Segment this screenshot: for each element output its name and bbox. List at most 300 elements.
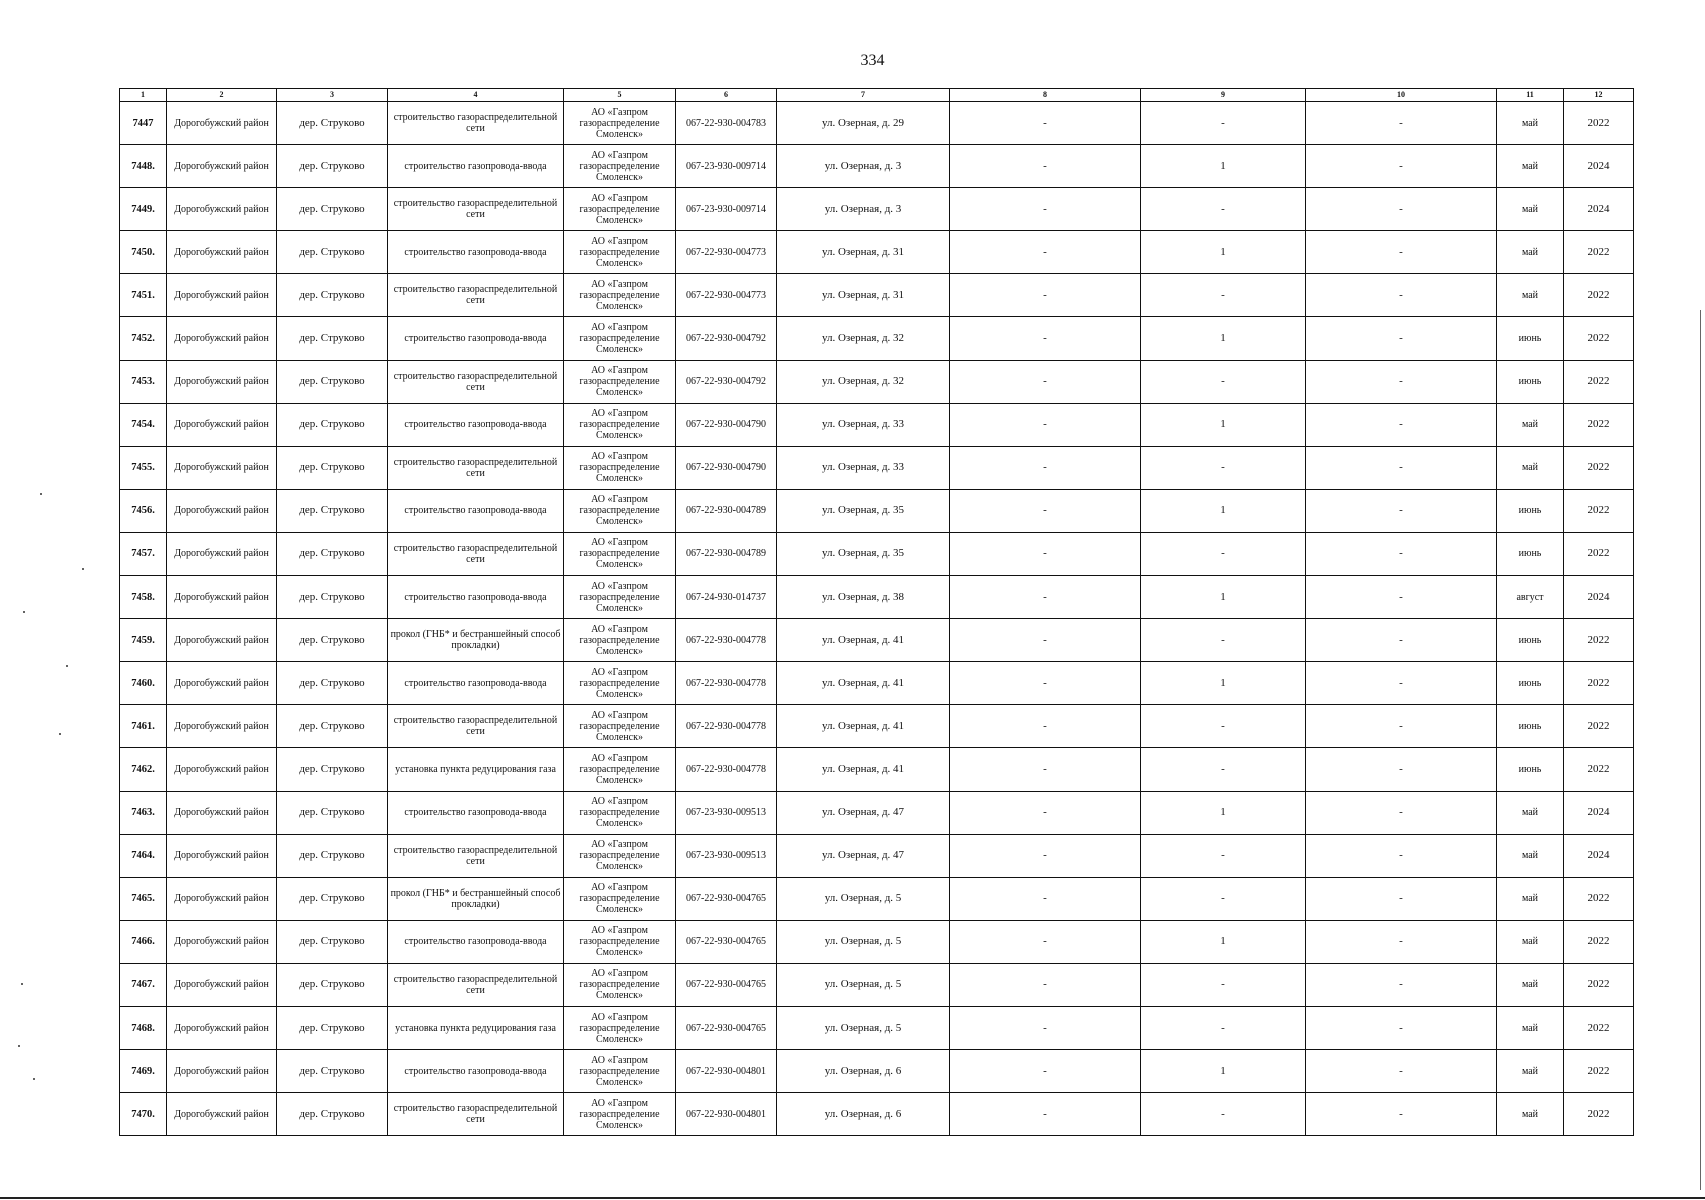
organization-cell: АО «Газпром газораспределение Смоленск» bbox=[564, 705, 676, 748]
month-cell: май bbox=[1497, 834, 1564, 877]
village-cell: дер. Струково bbox=[277, 532, 388, 575]
village-cell: дер. Струково bbox=[277, 446, 388, 489]
village-cell: дер. Струково bbox=[277, 963, 388, 1006]
village-cell: дер. Струково bbox=[277, 317, 388, 360]
work-type-cell: строительство газораспределительной сети bbox=[388, 274, 564, 317]
column-9-cell: - bbox=[1141, 748, 1306, 791]
work-type-cell: строительство газопровода-ввода bbox=[388, 791, 564, 834]
district-cell: Дорогобужский район bbox=[167, 705, 277, 748]
column-8-cell: - bbox=[950, 403, 1141, 446]
work-type-cell: строительство газопровода-ввода bbox=[388, 662, 564, 705]
address-cell: ул. Озерная, д. 41 bbox=[777, 662, 950, 705]
year-cell: 2022 bbox=[1564, 920, 1634, 963]
organization-cell: АО «Газпром газораспределение Смоленск» bbox=[564, 188, 676, 231]
column-10-cell: - bbox=[1306, 489, 1497, 532]
month-cell: май bbox=[1497, 877, 1564, 920]
column-10-cell: - bbox=[1306, 145, 1497, 188]
table-row bbox=[120, 446, 1634, 489]
column-10-cell: - bbox=[1306, 748, 1497, 791]
month-cell: май bbox=[1497, 1050, 1564, 1093]
column-10-cell: - bbox=[1306, 1093, 1497, 1136]
cadastral-number-cell: 067-22-930-004773 bbox=[676, 274, 777, 317]
row-number: 7457. bbox=[120, 532, 167, 575]
cadastral-number-cell: 067-22-930-004765 bbox=[676, 920, 777, 963]
scan-speck bbox=[18, 1045, 20, 1047]
table-row bbox=[120, 705, 1634, 748]
district-cell: Дорогобужский район bbox=[167, 1050, 277, 1093]
column-9-cell: - bbox=[1141, 963, 1306, 1006]
column-9-cell: - bbox=[1141, 446, 1306, 489]
district-cell: Дорогобужский район bbox=[167, 1093, 277, 1136]
address-cell: ул. Озерная, д. 32 bbox=[777, 317, 950, 360]
district-cell: Дорогобужский район bbox=[167, 274, 277, 317]
year-cell: 2022 bbox=[1564, 274, 1634, 317]
page-number: 334 bbox=[860, 52, 885, 69]
table-row bbox=[120, 877, 1634, 920]
address-cell: ул. Озерная, д. 6 bbox=[777, 1093, 950, 1136]
month-cell: май bbox=[1497, 145, 1564, 188]
organization-cell: АО «Газпром газораспределение Смоленск» bbox=[564, 920, 676, 963]
column-9-cell: - bbox=[1141, 1093, 1306, 1136]
address-cell: ул. Озерная, д. 33 bbox=[777, 403, 950, 446]
organization-cell: АО «Газпром газораспределение Смоленск» bbox=[564, 446, 676, 489]
organization-cell: АО «Газпром газораспределение Смоленск» bbox=[564, 274, 676, 317]
organization-cell: АО «Газпром газораспределение Смоленск» bbox=[564, 963, 676, 1006]
table-row bbox=[120, 489, 1634, 532]
village-cell: дер. Струково bbox=[277, 274, 388, 317]
village-cell: дер. Струково bbox=[277, 662, 388, 705]
cadastral-number-cell: 067-22-930-004789 bbox=[676, 532, 777, 575]
address-cell: ул. Озерная, д. 38 bbox=[777, 576, 950, 619]
month-cell: май bbox=[1497, 188, 1564, 231]
column-10-cell: - bbox=[1306, 662, 1497, 705]
address-cell: ул. Озерная, д. 5 bbox=[777, 1006, 950, 1049]
table-row bbox=[120, 532, 1634, 575]
row-number: 7467. bbox=[120, 963, 167, 1006]
organization-cell: АО «Газпром газораспределение Смоленск» bbox=[564, 1006, 676, 1049]
month-cell: май bbox=[1497, 920, 1564, 963]
address-cell: ул. Озерная, д. 31 bbox=[777, 274, 950, 317]
column-9-cell: - bbox=[1141, 705, 1306, 748]
cadastral-number-cell: 067-22-930-004778 bbox=[676, 619, 777, 662]
organization-cell: АО «Газпром газораспределение Смоленск» bbox=[564, 360, 676, 403]
column-8-cell: - bbox=[950, 705, 1141, 748]
column-9-cell: - bbox=[1141, 532, 1306, 575]
month-cell: июнь bbox=[1497, 489, 1564, 532]
address-cell: ул. Озерная, д. 29 bbox=[777, 102, 950, 145]
month-cell: май bbox=[1497, 791, 1564, 834]
column-9-cell: 1 bbox=[1141, 920, 1306, 963]
column-header-3: 3 bbox=[277, 89, 388, 102]
year-cell: 2024 bbox=[1564, 576, 1634, 619]
row-number: 7466. bbox=[120, 920, 167, 963]
scan-speck bbox=[59, 733, 61, 735]
column-10-cell: - bbox=[1306, 188, 1497, 231]
address-cell: ул. Озерная, д. 35 bbox=[777, 489, 950, 532]
column-8-cell: - bbox=[950, 102, 1141, 145]
organization-cell: АО «Газпром газораспределение Смоленск» bbox=[564, 834, 676, 877]
row-number: 7468. bbox=[120, 1006, 167, 1049]
month-cell: июнь bbox=[1497, 619, 1564, 662]
scan-bottom-rule bbox=[0, 1197, 1705, 1199]
column-10-cell: - bbox=[1306, 576, 1497, 619]
cadastral-number-cell: 067-22-930-004792 bbox=[676, 317, 777, 360]
year-cell: 2022 bbox=[1564, 963, 1634, 1006]
address-cell: ул. Озерная, д. 3 bbox=[777, 145, 950, 188]
address-cell: ул. Озерная, д. 35 bbox=[777, 532, 950, 575]
organization-cell: АО «Газпром газораспределение Смоленск» bbox=[564, 532, 676, 575]
column-10-cell: - bbox=[1306, 274, 1497, 317]
column-10-cell: - bbox=[1306, 834, 1497, 877]
column-9-cell: 1 bbox=[1141, 1050, 1306, 1093]
village-cell: дер. Струково bbox=[277, 188, 388, 231]
table-row bbox=[120, 317, 1634, 360]
month-cell: август bbox=[1497, 576, 1564, 619]
column-header-6: 6 bbox=[676, 89, 777, 102]
scan-page-edge bbox=[1700, 310, 1701, 1190]
district-cell: Дорогобужский район bbox=[167, 963, 277, 1006]
column-9-cell: 1 bbox=[1141, 576, 1306, 619]
district-cell: Дорогобужский район bbox=[167, 662, 277, 705]
cadastral-number-cell: 067-22-930-004790 bbox=[676, 403, 777, 446]
address-cell: ул. Озерная, д. 5 bbox=[777, 920, 950, 963]
scan-speck bbox=[82, 568, 84, 570]
year-cell: 2024 bbox=[1564, 188, 1634, 231]
column-header-5: 5 bbox=[564, 89, 676, 102]
work-type-cell: строительство газораспределительной сети bbox=[388, 1093, 564, 1136]
cadastral-number-cell: 067-22-930-004765 bbox=[676, 877, 777, 920]
row-number: 7470. bbox=[120, 1093, 167, 1136]
row-number: 7450. bbox=[120, 231, 167, 274]
month-cell: май bbox=[1497, 231, 1564, 274]
work-type-cell: строительство газораспределительной сети bbox=[388, 705, 564, 748]
village-cell: дер. Струково bbox=[277, 748, 388, 791]
table-row bbox=[120, 188, 1634, 231]
district-cell: Дорогобужский район bbox=[167, 446, 277, 489]
year-cell: 2022 bbox=[1564, 489, 1634, 532]
month-cell: май bbox=[1497, 274, 1564, 317]
column-8-cell: - bbox=[950, 963, 1141, 1006]
organization-cell: АО «Газпром газораспределение Смоленск» bbox=[564, 619, 676, 662]
cadastral-number-cell: 067-22-930-004773 bbox=[676, 231, 777, 274]
cadastral-number-cell: 067-22-930-004789 bbox=[676, 489, 777, 532]
work-type-cell: строительство газораспределительной сети bbox=[388, 963, 564, 1006]
work-type-cell: строительство газопровода-ввода bbox=[388, 317, 564, 360]
village-cell: дер. Струково bbox=[277, 877, 388, 920]
column-10-cell: - bbox=[1306, 705, 1497, 748]
column-8-cell: - bbox=[950, 446, 1141, 489]
header-row bbox=[120, 89, 1634, 102]
column-10-cell: - bbox=[1306, 532, 1497, 575]
column-8-cell: - bbox=[950, 748, 1141, 791]
village-cell: дер. Струково bbox=[277, 489, 388, 532]
work-type-cell: установка пункта редуцирования газа bbox=[388, 748, 564, 791]
column-9-cell: 1 bbox=[1141, 403, 1306, 446]
work-type-cell: прокол (ГНБ* и бестраншейный способ прокладки) bbox=[388, 619, 564, 662]
month-cell: май bbox=[1497, 1006, 1564, 1049]
table-row bbox=[120, 791, 1634, 834]
column-8-cell: - bbox=[950, 489, 1141, 532]
column-header-11: 11 bbox=[1497, 89, 1564, 102]
month-cell: май bbox=[1497, 403, 1564, 446]
column-8-cell: - bbox=[950, 1006, 1141, 1049]
cadastral-number-cell: 067-24-930-014737 bbox=[676, 576, 777, 619]
table-row bbox=[120, 576, 1634, 619]
column-9-cell: 1 bbox=[1141, 662, 1306, 705]
address-cell: ул. Озерная, д. 47 bbox=[777, 834, 950, 877]
month-cell: июнь bbox=[1497, 317, 1564, 360]
month-cell: май bbox=[1497, 446, 1564, 489]
table-row bbox=[120, 748, 1634, 791]
table-row bbox=[120, 1050, 1634, 1093]
column-9-cell: - bbox=[1141, 619, 1306, 662]
cadastral-number-cell: 067-22-930-004778 bbox=[676, 662, 777, 705]
address-cell: ул. Озерная, д. 31 bbox=[777, 231, 950, 274]
organization-cell: АО «Газпром газораспределение Смоленск» bbox=[564, 662, 676, 705]
work-type-cell: строительство газораспределительной сети bbox=[388, 834, 564, 877]
organization-cell: АО «Газпром газораспределение Смоленск» bbox=[564, 791, 676, 834]
column-8-cell: - bbox=[950, 662, 1141, 705]
year-cell: 2022 bbox=[1564, 231, 1634, 274]
district-cell: Дорогобужский район bbox=[167, 619, 277, 662]
work-type-cell: строительство газопровода-ввода bbox=[388, 489, 564, 532]
organization-cell: АО «Газпром газораспределение Смоленск» bbox=[564, 1093, 676, 1136]
work-type-cell: строительство газораспределительной сети bbox=[388, 446, 564, 489]
column-9-cell: 1 bbox=[1141, 231, 1306, 274]
column-8-cell: - bbox=[950, 791, 1141, 834]
village-cell: дер. Струково bbox=[277, 1006, 388, 1049]
work-type-cell: строительство газопровода-ввода bbox=[388, 576, 564, 619]
scan-speck bbox=[33, 1078, 35, 1080]
cadastral-number-cell: 067-22-930-004801 bbox=[676, 1093, 777, 1136]
row-number: 7452. bbox=[120, 317, 167, 360]
column-10-cell: - bbox=[1306, 920, 1497, 963]
column-9-cell: 1 bbox=[1141, 791, 1306, 834]
work-type-cell: строительство газораспределительной сети bbox=[388, 532, 564, 575]
month-cell: июнь bbox=[1497, 662, 1564, 705]
district-cell: Дорогобужский район bbox=[167, 576, 277, 619]
organization-cell: АО «Газпром газораспределение Смоленск» bbox=[564, 748, 676, 791]
row-number: 7459. bbox=[120, 619, 167, 662]
year-cell: 2022 bbox=[1564, 532, 1634, 575]
month-cell: май bbox=[1497, 102, 1564, 145]
cadastral-number-cell: 067-22-930-004778 bbox=[676, 705, 777, 748]
month-cell: июнь bbox=[1497, 705, 1564, 748]
district-cell: Дорогобужский район bbox=[167, 748, 277, 791]
column-9-cell: - bbox=[1141, 102, 1306, 145]
village-cell: дер. Струково bbox=[277, 403, 388, 446]
village-cell: дер. Струково bbox=[277, 791, 388, 834]
table-row bbox=[120, 920, 1634, 963]
organization-cell: АО «Газпром газораспределение Смоленск» bbox=[564, 1050, 676, 1093]
column-10-cell: - bbox=[1306, 446, 1497, 489]
column-header-7: 7 bbox=[777, 89, 950, 102]
column-10-cell: - bbox=[1306, 231, 1497, 274]
column-10-cell: - bbox=[1306, 317, 1497, 360]
district-cell: Дорогобужский район bbox=[167, 317, 277, 360]
organization-cell: АО «Газпром газораспределение Смоленск» bbox=[564, 102, 676, 145]
cadastral-number-cell: 067-22-930-004790 bbox=[676, 446, 777, 489]
village-cell: дер. Струково bbox=[277, 705, 388, 748]
year-cell: 2022 bbox=[1564, 1050, 1634, 1093]
row-number: 7461. bbox=[120, 705, 167, 748]
column-header-8: 8 bbox=[950, 89, 1141, 102]
scan-speck bbox=[23, 611, 25, 613]
cadastral-number-cell: 067-23-930-009714 bbox=[676, 145, 777, 188]
column-header-10: 10 bbox=[1306, 89, 1497, 102]
village-cell: дер. Струково bbox=[277, 834, 388, 877]
scan-speck bbox=[66, 665, 68, 667]
column-9-cell: 1 bbox=[1141, 145, 1306, 188]
column-9-cell: - bbox=[1141, 834, 1306, 877]
organization-cell: АО «Газпром газораспределение Смоленск» bbox=[564, 231, 676, 274]
work-type-cell: строительство газораспределительной сети bbox=[388, 102, 564, 145]
year-cell: 2024 bbox=[1564, 791, 1634, 834]
row-number: 7449. bbox=[120, 188, 167, 231]
table-row bbox=[120, 231, 1634, 274]
table-row bbox=[120, 274, 1634, 317]
village-cell: дер. Струково bbox=[277, 920, 388, 963]
address-cell: ул. Озерная, д. 5 bbox=[777, 963, 950, 1006]
district-cell: Дорогобужский район bbox=[167, 791, 277, 834]
column-10-cell: - bbox=[1306, 877, 1497, 920]
table-row bbox=[120, 145, 1634, 188]
year-cell: 2022 bbox=[1564, 403, 1634, 446]
organization-cell: АО «Газпром газораспределение Смоленск» bbox=[564, 145, 676, 188]
cadastral-number-cell: 067-22-930-004783 bbox=[676, 102, 777, 145]
row-number: 7458. bbox=[120, 576, 167, 619]
column-header-1: 1 bbox=[120, 89, 167, 102]
row-number: 7455. bbox=[120, 446, 167, 489]
address-cell: ул. Озерная, д. 33 bbox=[777, 446, 950, 489]
month-cell: июнь bbox=[1497, 360, 1564, 403]
year-cell: 2024 bbox=[1564, 145, 1634, 188]
row-number: 7469. bbox=[120, 1050, 167, 1093]
cadastral-number-cell: 067-23-930-009513 bbox=[676, 791, 777, 834]
year-cell: 2022 bbox=[1564, 748, 1634, 791]
work-type-cell: строительство газопровода-ввода bbox=[388, 145, 564, 188]
table-row bbox=[120, 834, 1634, 877]
row-number: 7462. bbox=[120, 748, 167, 791]
column-8-cell: - bbox=[950, 576, 1141, 619]
address-cell: ул. Озерная, д. 41 bbox=[777, 748, 950, 791]
work-type-cell: строительство газопровода-ввода bbox=[388, 920, 564, 963]
column-10-cell: - bbox=[1306, 791, 1497, 834]
work-type-cell: строительство газопровода-ввода bbox=[388, 1050, 564, 1093]
year-cell: 2022 bbox=[1564, 446, 1634, 489]
cadastral-number-cell: 067-22-930-004765 bbox=[676, 1006, 777, 1049]
table-body bbox=[120, 102, 1634, 1136]
district-cell: Дорогобужский район bbox=[167, 877, 277, 920]
column-9-cell: - bbox=[1141, 1006, 1306, 1049]
month-cell: май bbox=[1497, 1093, 1564, 1136]
district-cell: Дорогобужский район bbox=[167, 360, 277, 403]
work-type-cell: строительство газораспределительной сети bbox=[388, 360, 564, 403]
year-cell: 2022 bbox=[1564, 1093, 1634, 1136]
address-cell: ул. Озерная, д. 6 bbox=[777, 1050, 950, 1093]
row-number: 7448. bbox=[120, 145, 167, 188]
column-10-cell: - bbox=[1306, 360, 1497, 403]
village-cell: дер. Струково bbox=[277, 360, 388, 403]
work-type-cell: строительство газопровода-ввода bbox=[388, 231, 564, 274]
work-type-cell: строительство газораспределительной сети bbox=[388, 188, 564, 231]
work-type-cell: установка пункта редуцирования газа bbox=[388, 1006, 564, 1049]
column-8-cell: - bbox=[950, 834, 1141, 877]
column-header-2: 2 bbox=[167, 89, 277, 102]
column-8-cell: - bbox=[950, 188, 1141, 231]
month-cell: май bbox=[1497, 963, 1564, 1006]
village-cell: дер. Струково bbox=[277, 102, 388, 145]
row-number: 7460. bbox=[120, 662, 167, 705]
scan-speck bbox=[40, 493, 42, 495]
table-row bbox=[120, 102, 1634, 145]
row-number: 7453. bbox=[120, 360, 167, 403]
column-10-cell: - bbox=[1306, 619, 1497, 662]
column-9-cell: - bbox=[1141, 360, 1306, 403]
year-cell: 2022 bbox=[1564, 619, 1634, 662]
column-8-cell: - bbox=[950, 877, 1141, 920]
village-cell: дер. Струково bbox=[277, 145, 388, 188]
year-cell: 2022 bbox=[1564, 877, 1634, 920]
village-cell: дер. Струково bbox=[277, 619, 388, 662]
year-cell: 2022 bbox=[1564, 1006, 1634, 1049]
cadastral-number-cell: 067-22-930-004778 bbox=[676, 748, 777, 791]
column-8-cell: - bbox=[950, 231, 1141, 274]
year-cell: 2022 bbox=[1564, 317, 1634, 360]
column-10-cell: - bbox=[1306, 963, 1497, 1006]
row-number: 7454. bbox=[120, 403, 167, 446]
column-8-cell: - bbox=[950, 145, 1141, 188]
column-8-cell: - bbox=[950, 1093, 1141, 1136]
row-number: 7451. bbox=[120, 274, 167, 317]
table-row bbox=[120, 662, 1634, 705]
column-8-cell: - bbox=[950, 317, 1141, 360]
column-9-cell: 1 bbox=[1141, 489, 1306, 532]
district-cell: Дорогобужский район bbox=[167, 145, 277, 188]
column-9-cell: 1 bbox=[1141, 317, 1306, 360]
column-8-cell: - bbox=[950, 532, 1141, 575]
address-cell: ул. Озерная, д. 47 bbox=[777, 791, 950, 834]
organization-cell: АО «Газпром газораспределение Смоленск» bbox=[564, 317, 676, 360]
district-cell: Дорогобужский район bbox=[167, 102, 277, 145]
work-type-cell: строительство газопровода-ввода bbox=[388, 403, 564, 446]
organization-cell: АО «Газпром газораспределение Смоленск» bbox=[564, 877, 676, 920]
cadastral-number-cell: 067-22-930-004792 bbox=[676, 360, 777, 403]
year-cell: 2022 bbox=[1564, 705, 1634, 748]
work-type-cell: прокол (ГНБ* и бестраншейный способ прокладки) bbox=[388, 877, 564, 920]
village-cell: дер. Струково bbox=[277, 1093, 388, 1136]
column-10-cell: - bbox=[1306, 102, 1497, 145]
month-cell: июнь bbox=[1497, 532, 1564, 575]
year-cell: 2022 bbox=[1564, 662, 1634, 705]
table-row bbox=[120, 619, 1634, 662]
year-cell: 2024 bbox=[1564, 834, 1634, 877]
address-cell: ул. Озерная, д. 5 bbox=[777, 877, 950, 920]
district-cell: Дорогобужский район bbox=[167, 532, 277, 575]
organization-cell: АО «Газпром газораспределение Смоленск» bbox=[564, 576, 676, 619]
column-8-cell: - bbox=[950, 920, 1141, 963]
column-10-cell: - bbox=[1306, 1050, 1497, 1093]
cadastral-number-cell: 067-23-930-009513 bbox=[676, 834, 777, 877]
organization-cell: АО «Газпром газораспределение Смоленск» bbox=[564, 403, 676, 446]
district-cell: Дорогобужский район bbox=[167, 920, 277, 963]
column-header-9: 9 bbox=[1141, 89, 1306, 102]
column-10-cell: - bbox=[1306, 403, 1497, 446]
cadastral-number-cell: 067-22-930-004765 bbox=[676, 963, 777, 1006]
address-cell: ул. Озерная, д. 41 bbox=[777, 705, 950, 748]
village-cell: дер. Струково bbox=[277, 576, 388, 619]
row-number: 7465. bbox=[120, 877, 167, 920]
